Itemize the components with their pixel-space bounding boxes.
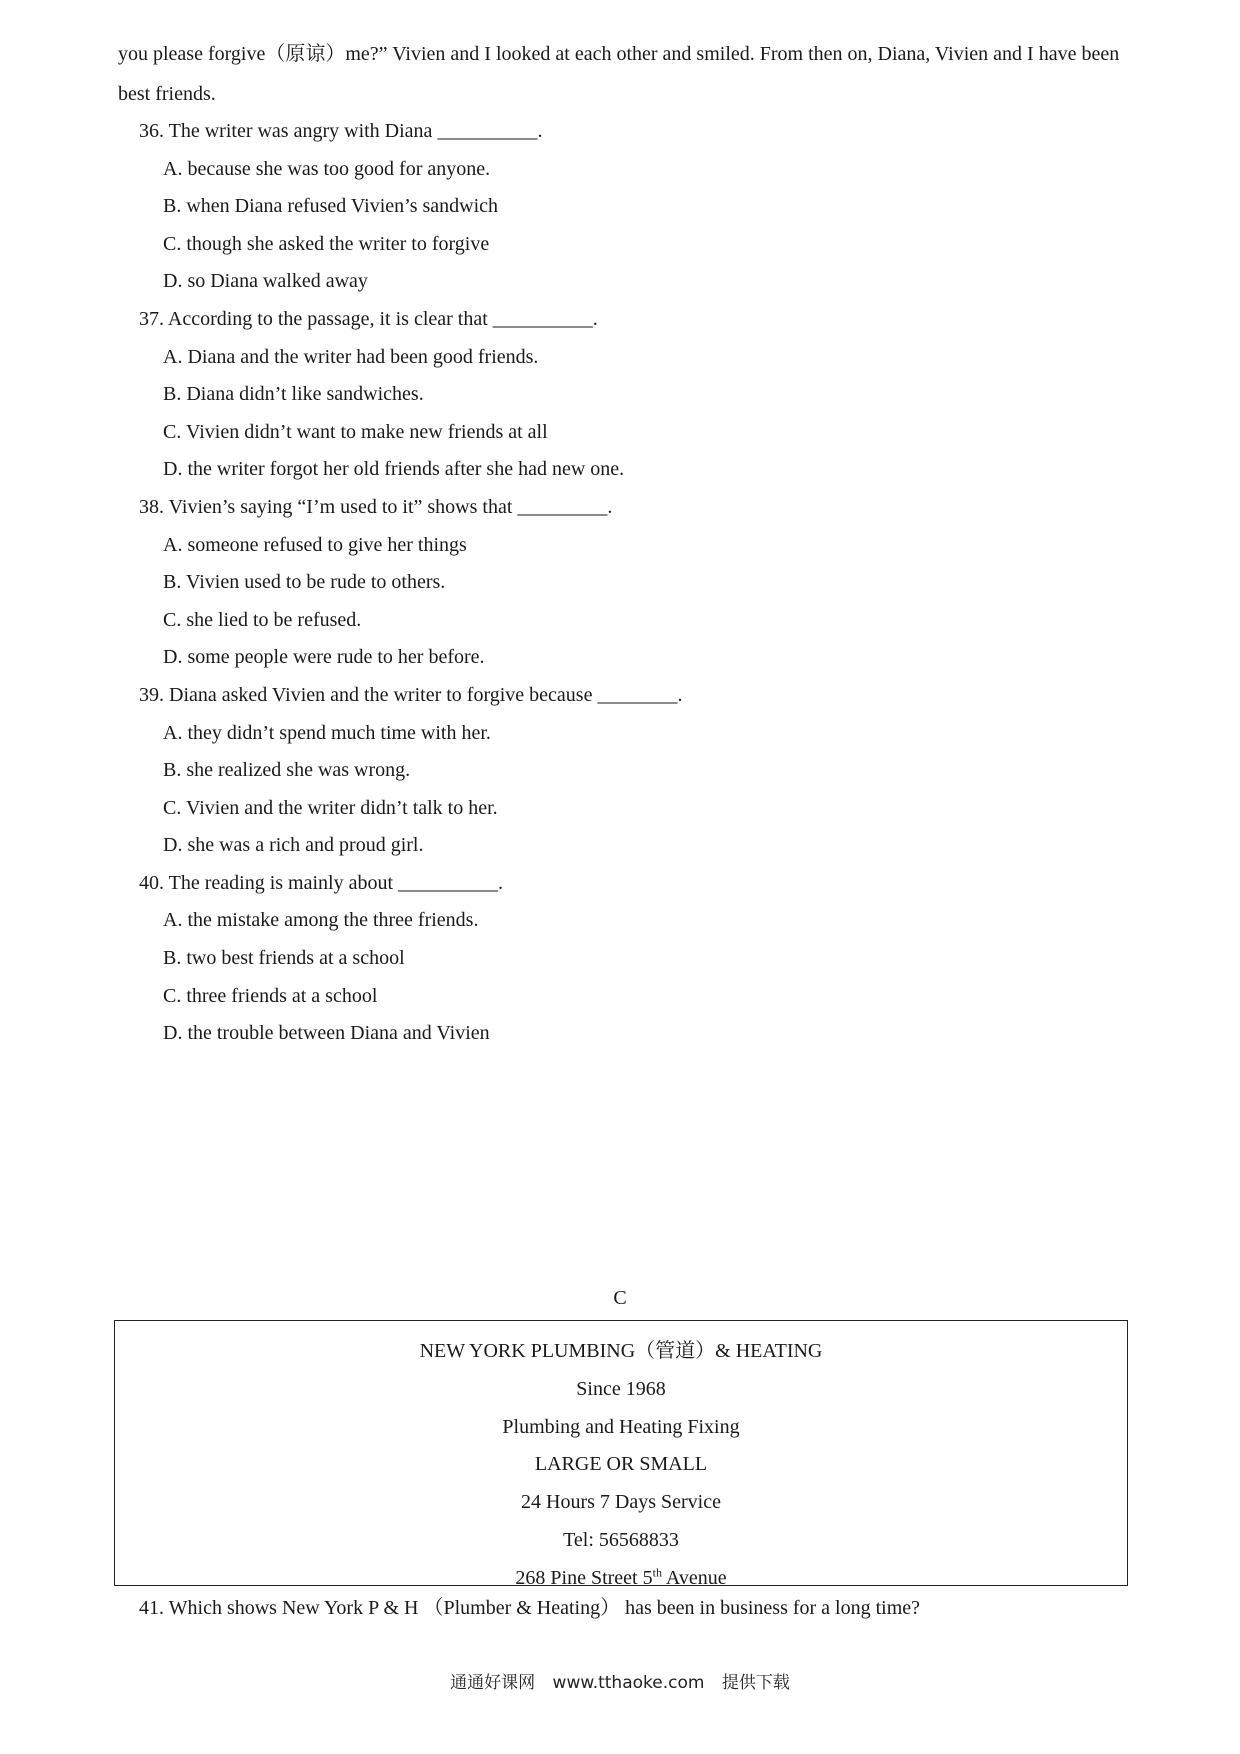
footer-url-link[interactable]: www.tthaoke.com — [552, 1673, 705, 1693]
question-stem: 38. Vivien’s saying “I’m used to it” shows that _________. — [139, 495, 613, 518]
option-b: B. Vivien used to be rude to others. — [163, 571, 446, 594]
option-a: A. someone refused to give her things — [163, 533, 467, 556]
question-stem: 37. According to the passage, it is clear that __________. — [139, 307, 598, 330]
option-d: D. so Diana walked away — [163, 270, 368, 293]
option-c: C. she lied to be refused. — [163, 608, 362, 631]
question-41: 41. Which shows New York P & H （Plumber & Heating） has been in business for a long time? — [139, 1597, 921, 1619]
page-footer — [0, 1668, 1240, 1693]
ad-hours: 24 Hours 7 Days Service — [521, 1491, 721, 1514]
ad-address-street: 268 Pine Street 5 — [515, 1566, 653, 1589]
option-a: A. they didn’t spend much time with her. — [163, 721, 491, 744]
question-40 — [139, 865, 1139, 1053]
option-c: C. Vivien and the writer didn’t talk to her. — [163, 796, 498, 819]
question-stem: 40. The reading is mainly about __________. — [139, 871, 504, 894]
intro-paragraph: you please forgive（原谅）me?” Vivien and I looked at each other and smiled. From then on, Diana, Vivien and I have been best friends. — [118, 43, 1120, 105]
ad-address-ordinal: th — [652, 1565, 662, 1580]
ad-lines — [115, 1333, 1127, 1598]
ad-address-avenue: Avenue — [661, 1566, 727, 1589]
question-36 — [139, 113, 1139, 301]
footer-note: 提供下载 — [721, 1673, 790, 1693]
option-b: B. when Diana refused Vivien’s sandwich — [163, 195, 499, 218]
option-b: B. Diana didn’t like sandwiches. — [163, 383, 424, 406]
option-d: D. the writer forgot her old friends after she had new one. — [163, 458, 625, 481]
option-d: D. the trouble between Diana and Vivien — [163, 1022, 490, 1045]
question-stem: 36. The writer was angry with Diana __________. — [139, 120, 543, 142]
ad-service-type: Plumbing and Heating Fixing — [502, 1415, 740, 1438]
option-b: B. two best friends at a school — [163, 947, 405, 970]
plumbing-advertisement — [114, 1320, 1128, 1589]
option-b: B. she realized she was wrong. — [163, 759, 411, 782]
ad-since: Since 1968 — [576, 1377, 666, 1400]
option-a: A. Diana and the writer had been good friends. — [163, 345, 539, 368]
option-a: A. because she was too good for anyone. — [163, 157, 491, 180]
option-d: D. she was a rich and proud girl. — [163, 834, 424, 857]
option-d: D. some people were rude to her before. — [163, 646, 485, 669]
option-a: A. the mistake among the three friends. — [163, 909, 479, 932]
section-letter: C — [613, 1287, 627, 1309]
footer-site-name: 通通好课网 — [450, 1673, 536, 1693]
ad-tel: Tel: 56568833 — [563, 1528, 679, 1551]
question-stem: 39. Diana asked Vivien and the writer to forgive because ________. — [139, 683, 683, 706]
question-37 — [139, 301, 1139, 489]
question-list — [139, 113, 1139, 1053]
ad-size-note: LARGE OR SMALL — [534, 1453, 708, 1476]
option-c: C. three friends at a school — [163, 984, 378, 1007]
question-38 — [139, 489, 1139, 677]
option-c: C. Vivien didn’t want to make new friends at all — [163, 420, 548, 443]
option-c: C. though she asked the writer to forgive — [163, 232, 490, 255]
question-39 — [139, 677, 1139, 865]
ad-title: NEW YORK PLUMBING（管道）& HEATING — [419, 1340, 823, 1362]
